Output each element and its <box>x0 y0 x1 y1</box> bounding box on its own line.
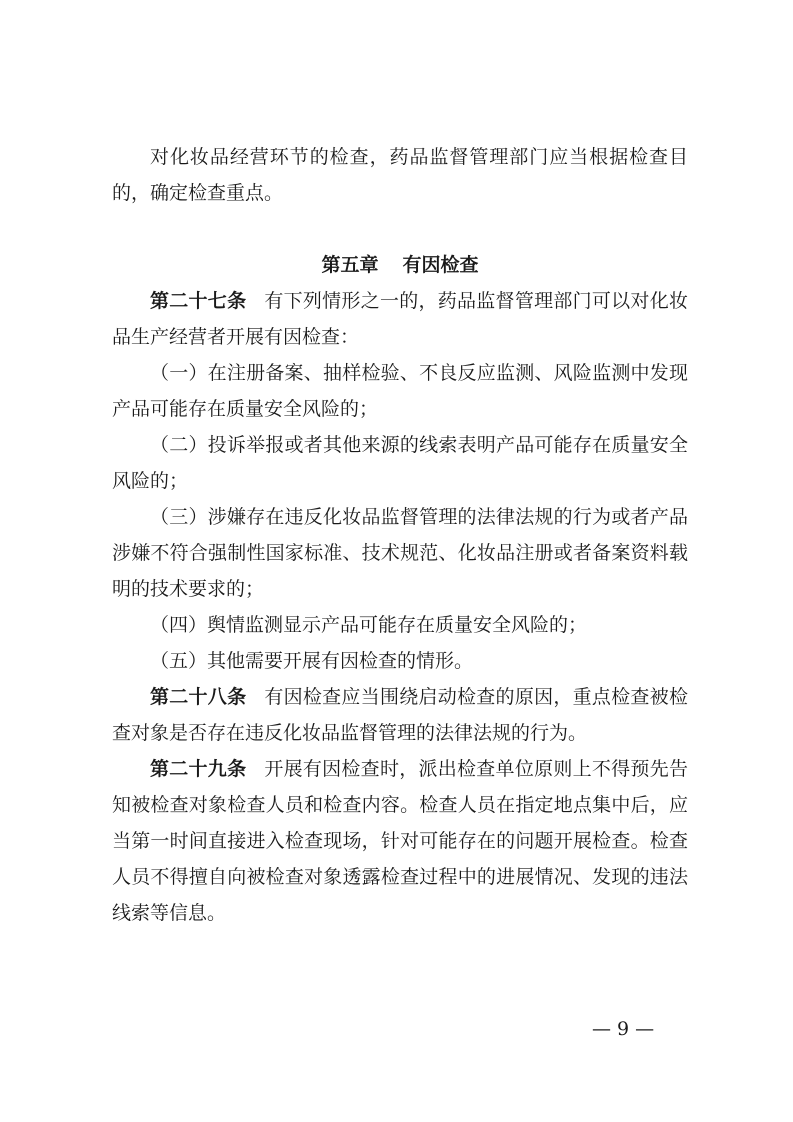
article-27-item-3: （三）涉嫌存在违反化妆品监督管理的法律法规的行为或者产品涉嫌不符合强制性国家标准、技术规范、化妆品注册或者备案资料载明的技术要求的； <box>112 506 688 600</box>
article-29-number: 第二十九条 <box>150 758 247 780</box>
chapter-heading <box>112 247 688 283</box>
article-27-text: 有下列情形之一的，药品监督管理部门可以对化妆品生产经营者开展有因检查： <box>112 290 688 348</box>
article-27-number: 第二十七条 <box>150 290 247 312</box>
article-27-paragraph <box>112 283 688 355</box>
article-28-paragraph <box>112 679 688 751</box>
article-29-text: 开展有因检查时，派出检查单位原则上不得预先告知被检查对象检查人员和检查内容。检查人员在指定地点集中后，应当第一时间直接进入检查现场，针对可能存在的问题开展检查。检查人员不得擅自向被检查对象透露检查过程中的进展情况、发现的违法线索等信息。 <box>112 758 688 924</box>
article-27-item-4: （四）舆情监测显示产品可能存在质量安全风险的； <box>150 614 588 636</box>
page-number: — 9 — <box>592 1018 655 1040</box>
article-28-text: 有因检查应当围绕启动检查的原因，重点检查被检查对象是否存在违反化妆品监督管理的法律法规的行为。 <box>112 686 688 744</box>
intro-paragraph: 对化妆品经营环节的检查，药品监督管理部门应当根据检查目的，确定检查重点。 <box>112 146 688 204</box>
article-27-item-5: （五）其他需要开展有因检查的情形。 <box>150 650 474 672</box>
article-27-item-1: （一）在注册备案、抽样检验、不良反应监测、风险监测中发现产品可能存在质量安全风险的； <box>112 362 688 420</box>
article-29-paragraph <box>112 751 688 931</box>
article-28-number: 第二十八条 <box>150 686 247 708</box>
article-27-item-2: （二）投诉举报或者其他来源的线索表明产品可能存在质量安全风险的； <box>112 434 688 492</box>
chapter-title: 有因检查 <box>402 254 479 276</box>
chapter-number: 第五章 <box>321 254 379 276</box>
